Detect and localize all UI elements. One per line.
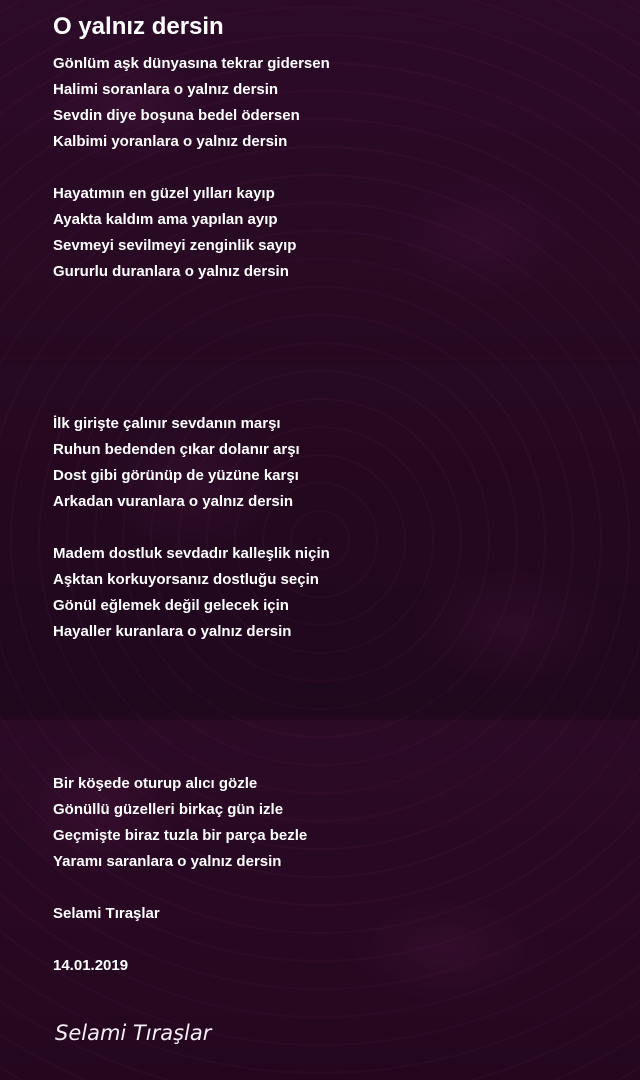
poem-line: Arkadan vuranlara o yalnız dersin [53, 493, 294, 510]
poem-author: Selami Tıraşlar [53, 905, 160, 922]
poem-line: Gönüllü güzelleri birkaç gün izle [53, 801, 284, 818]
stanza-4 [53, 541, 330, 645]
poem-line: Bir köşede oturup alıcı gözle [53, 775, 258, 792]
poem-line: Ayakta kaldım ama yapılan ayıp [53, 211, 278, 228]
stanza-1 [53, 51, 330, 155]
poem-line: Madem dostluk sevdadır kalleşlik niçin [53, 545, 330, 562]
poem-line: Halimi soranlara o yalnız dersin [53, 81, 279, 98]
poem-line: Geçmişte biraz tuzla bir parça bezle [53, 827, 308, 844]
poem-date: 14.01.2019 [53, 957, 129, 974]
poem-line: Ruhun bedenden çıkar dolanır arşı [53, 441, 300, 458]
poem-line: Hayatımın en güzel yılları kayıp [53, 185, 275, 202]
poem-title: O yalnız dersin [53, 13, 224, 40]
poem-line: Gönlüm aşk dünyasına tekrar gidersen [53, 55, 330, 72]
stanza-5 [53, 771, 307, 875]
poem-line: İlk girişte çalınır sevdanın marşı [53, 415, 281, 432]
poem-line: Dost gibi görünüp de yüzüne karşı [53, 467, 299, 484]
poem-line: Hayaller kuranlara o yalnız dersin [53, 623, 292, 640]
poem-line: Gururlu duranlara o yalnız dersin [53, 263, 289, 280]
poem-line: Sevmeyi sevilmeyi zenginlik sayıp [53, 237, 297, 254]
poem-line: Sevdin diye boşuna bedel ödersen [53, 107, 300, 124]
stanza-2 [53, 181, 296, 285]
author-signature: Selami Tıraşlar [55, 1021, 212, 1045]
stanza-3 [53, 411, 300, 515]
poem-line: Aşktan korkuyorsanız dostluğu seçin [53, 571, 319, 588]
poem-line: Kalbimi yoranlara o yalnız dersin [53, 133, 288, 150]
poem-line: Gönül eğlemek değil gelecek için [53, 597, 289, 614]
poem-line: Yaramı saranlara o yalnız dersin [53, 853, 282, 870]
